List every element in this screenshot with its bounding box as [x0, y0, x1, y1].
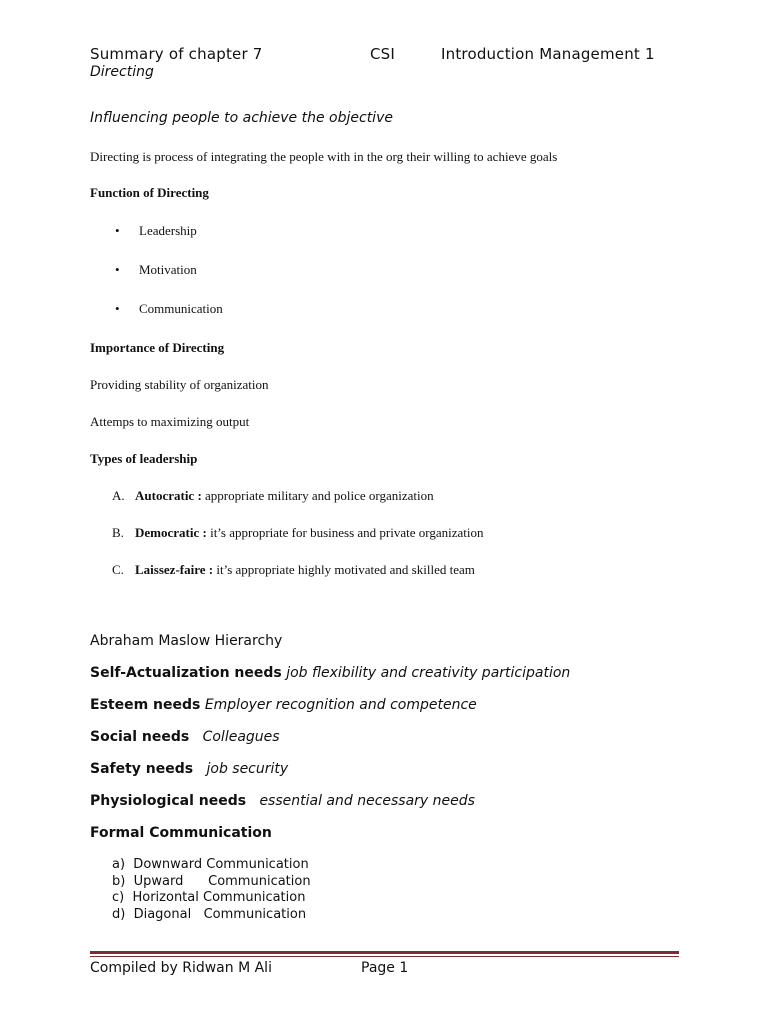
need-name: Esteem needs: [90, 697, 201, 713]
list-marker: A.: [112, 488, 125, 503]
leadership-item: [112, 525, 483, 541]
list-item-label: Motivation: [139, 262, 197, 277]
need-name: Self-Actualization needs: [90, 665, 282, 681]
communication-list: [112, 857, 311, 923]
importance-heading: Importance of Directing: [90, 340, 225, 355]
list-item-label: Leadership: [139, 223, 197, 238]
list-item: [115, 223, 197, 239]
need-name: Physiological needs: [90, 793, 247, 809]
communication-item: a) Downward Communication: [112, 857, 309, 872]
communication-item: d) Diagonal Communication: [112, 906, 307, 922]
leadership-desc: it’s appropriate for business and private organization: [206, 525, 484, 540]
need-name: Social needs: [90, 729, 190, 745]
need-row: [90, 793, 475, 809]
need-desc: job security: [206, 761, 289, 777]
communication-heading: Formal Communication: [90, 825, 272, 841]
need-desc: essential and necessary needs: [259, 793, 475, 809]
leadership-name: Laissez-faire :: [135, 562, 214, 577]
functions-heading: Function of Directing: [90, 185, 209, 200]
leadership-name: Democratic :: [135, 525, 207, 540]
leadership-heading: Types of leadership: [90, 451, 198, 466]
communication-item: b) Upward Communication: [112, 873, 311, 889]
bullet: •: [115, 262, 120, 277]
document-title: Summary of chapter 7: [90, 45, 263, 63]
need-desc: job flexibility and creativity participation: [286, 665, 571, 681]
importance-item: Providing stability of organization: [90, 377, 269, 392]
communication-item: c) Horizontal Communication: [112, 890, 306, 905]
tagline: Influencing people to achieve the objective: [90, 110, 393, 126]
footer-divider-thin: [90, 956, 679, 957]
maslow-title: Abraham Maslow Hierarchy: [90, 633, 283, 649]
bullet: •: [115, 301, 120, 316]
need-row: [90, 665, 570, 681]
list-item: [115, 262, 197, 278]
course-code: CSI: [370, 45, 396, 63]
importance-item: Attemps to maximizing output: [90, 414, 250, 429]
list-marker: C.: [112, 562, 124, 577]
need-row: [90, 729, 280, 745]
list-item-label: Communication: [139, 301, 223, 316]
chapter-subtitle: Directing: [90, 64, 154, 80]
leadership-desc: it’s appropriate highly motivated and skilled team: [213, 562, 475, 577]
need-row: [90, 697, 477, 713]
leadership-desc: appropriate military and police organization: [201, 488, 434, 503]
list-item: [115, 301, 223, 317]
need-row: [90, 761, 288, 777]
need-desc: Employer recognition and competence: [204, 697, 477, 713]
footer-divider: [90, 951, 679, 954]
leadership-name: Autocratic :: [135, 488, 202, 503]
leadership-item: [112, 562, 475, 578]
need-desc: Colleagues: [202, 729, 280, 745]
footer-author: Compiled by Ridwan M Ali: [90, 960, 272, 976]
definition-text: Directing is process of integrating the people with in the org their willing to achieve goals: [90, 149, 558, 164]
bullet: •: [115, 223, 120, 238]
list-marker: B.: [112, 525, 124, 540]
leadership-item: [112, 488, 434, 504]
course-name: Introduction Management 1: [441, 45, 655, 63]
need-name: Safety needs: [90, 761, 194, 777]
page-number: Page 1: [361, 960, 409, 976]
